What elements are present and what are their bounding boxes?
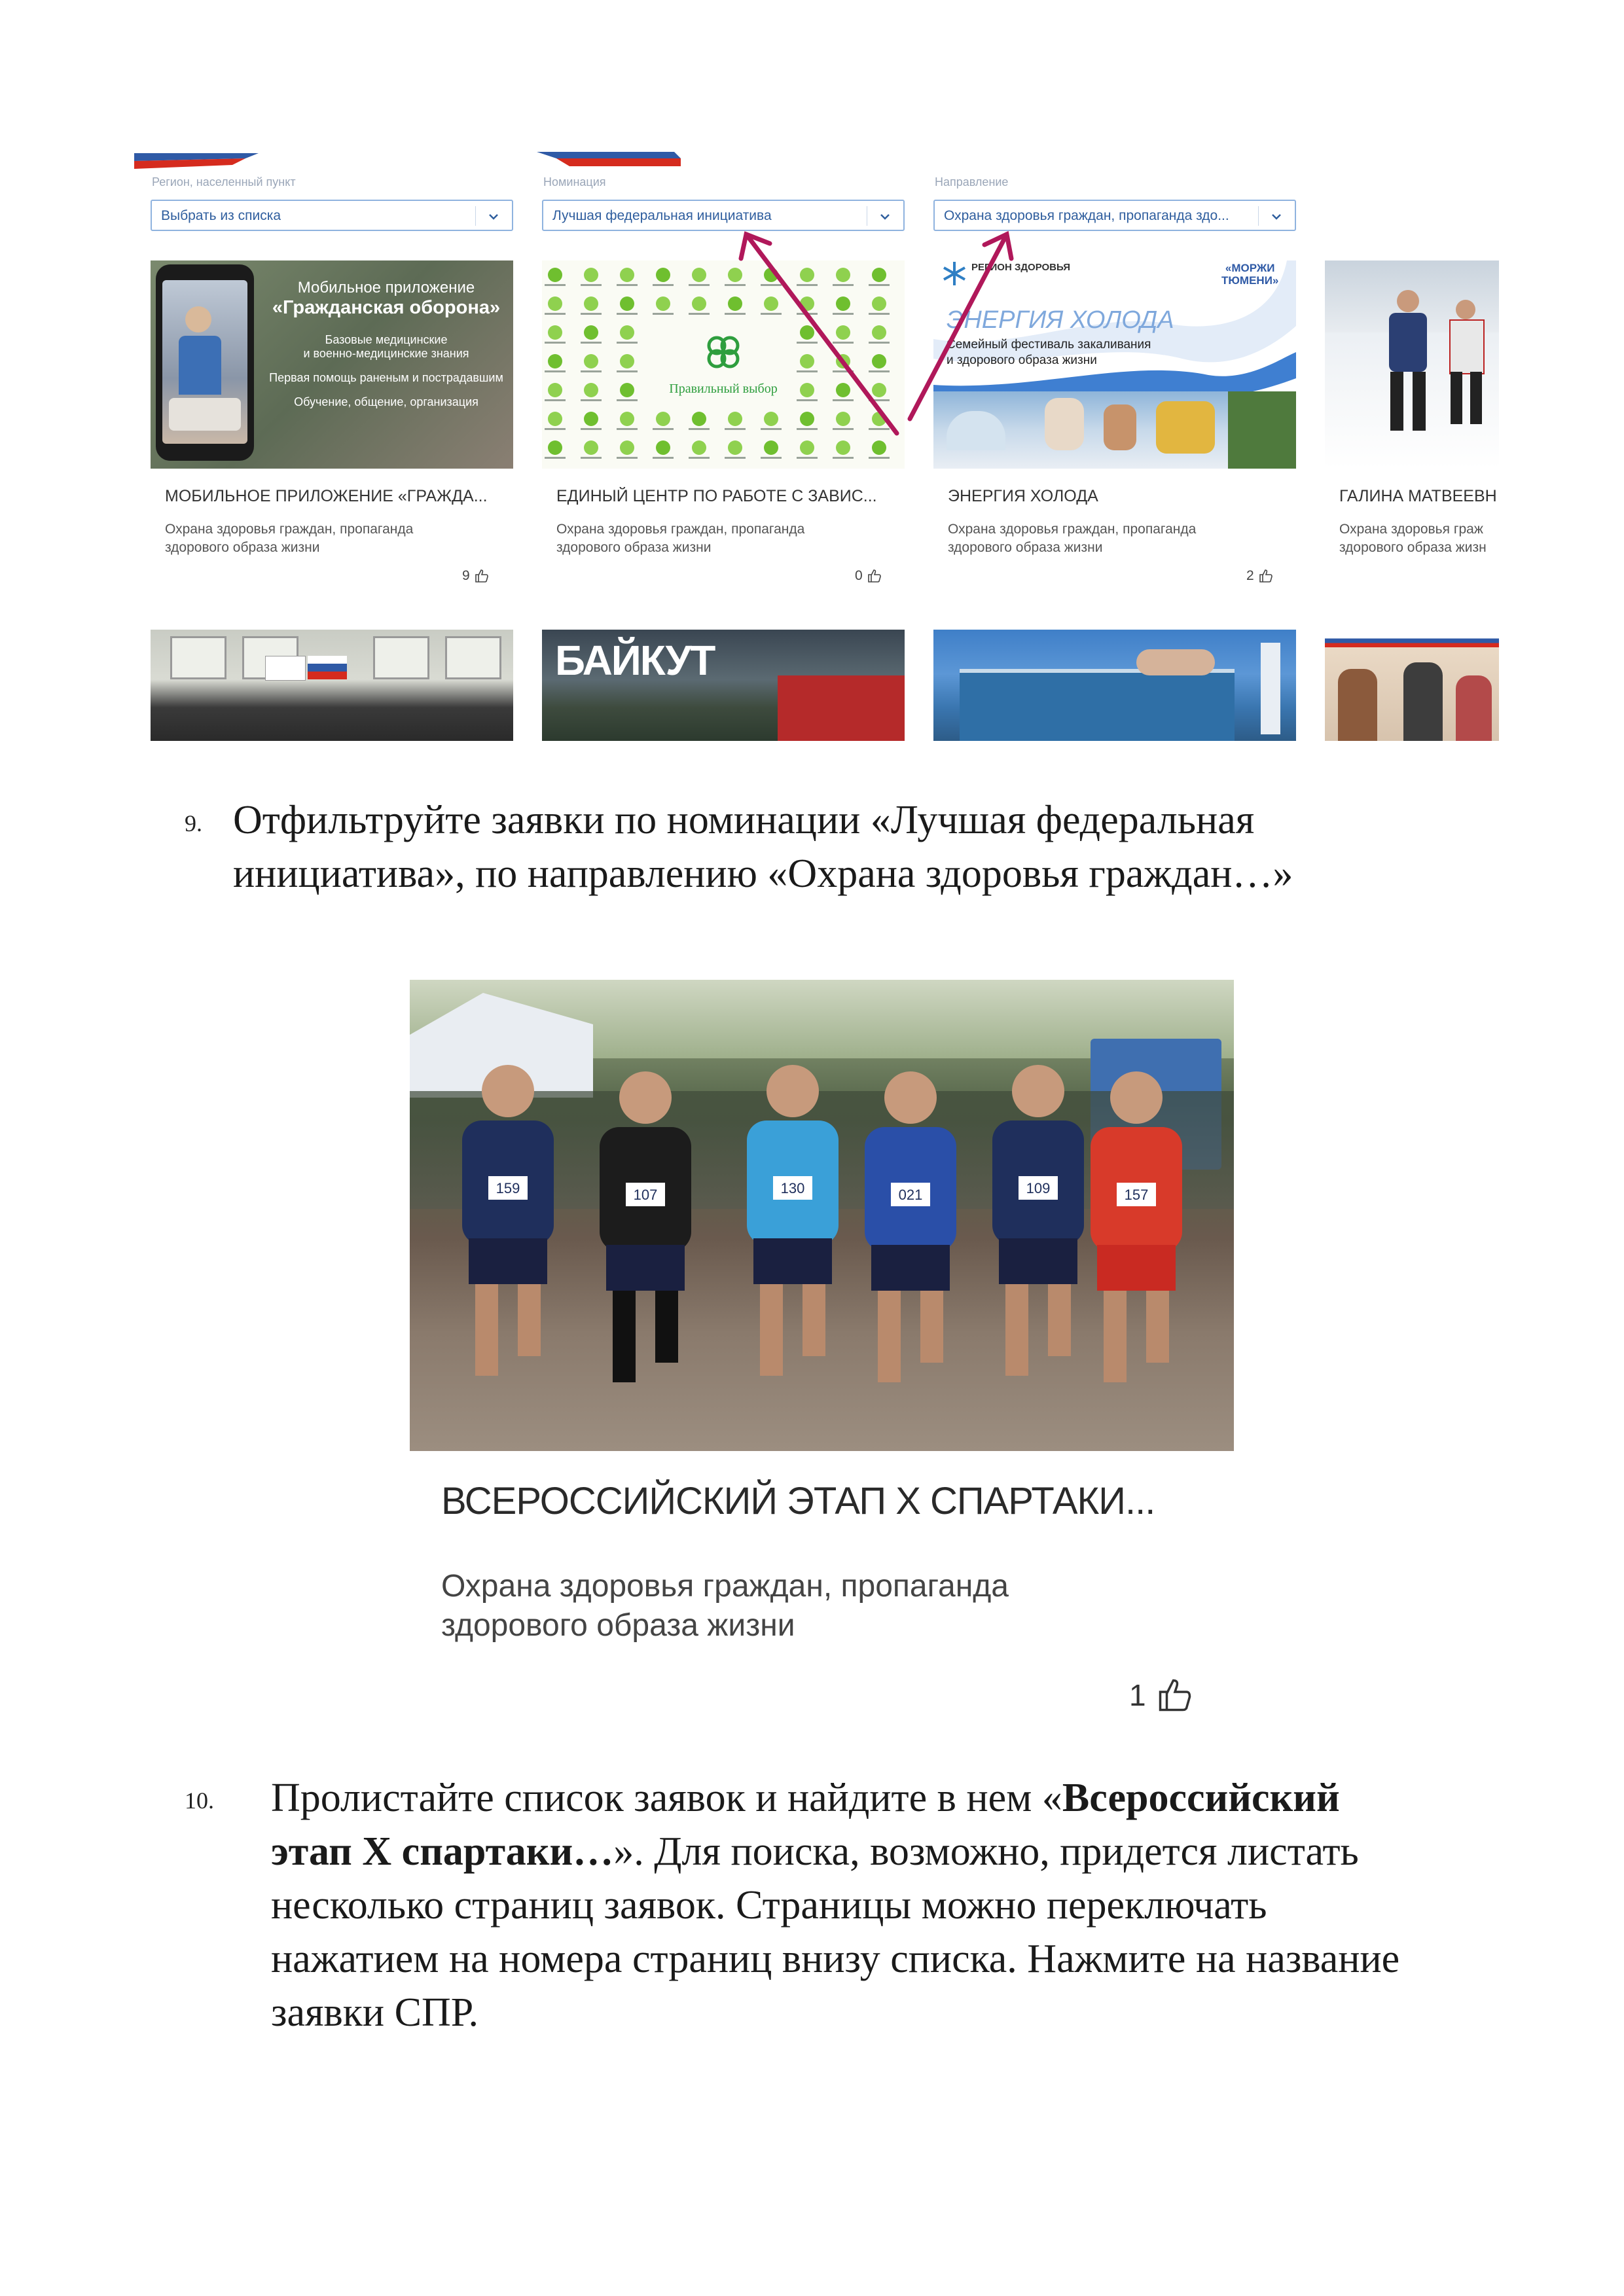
runner-bib-number: 107	[633, 1187, 658, 1203]
thumbs-up-icon	[1258, 568, 1274, 584]
step-number-10: 10.	[185, 1787, 214, 1814]
step-9-line1: Отфильтруйте заявки по номинации «Лучшая федеральная	[233, 798, 1255, 842]
card-direction	[165, 520, 512, 557]
card-direction-line1: Охрана здоровья граж	[1339, 522, 1483, 537]
big-card-title[interactable]: ВСЕРОССИЙСКИЙ ЭТАП Х СПАРТАКИ...	[441, 1480, 1155, 1522]
like-counter[interactable]	[1246, 568, 1274, 584]
like-counter[interactable]	[855, 568, 882, 584]
card-direction	[1339, 520, 1499, 557]
runner-bib-number: 159	[496, 1180, 520, 1196]
like-counter[interactable]	[462, 568, 490, 584]
thumbs-up-icon	[1155, 1676, 1195, 1715]
step-10-line2	[271, 1825, 1515, 1878]
runner-bib-number: 157	[1124, 1187, 1149, 1203]
runners-group	[410, 980, 1234, 1451]
big-card-direction-line1: Охрана здоровья граждан, пропаганда	[441, 1569, 1009, 1604]
step-10-line1-bold: Всероссийский	[1062, 1776, 1340, 1820]
festival-line2: и здорового образа жизни	[947, 353, 1097, 367]
card-direction-line1: Охрана здоровья граждан, пропаганда	[948, 522, 1197, 537]
step-10-line2-bold: этап Х спартаки…	[271, 1829, 614, 1874]
filter-label-region: Регион, населенный пункт	[152, 175, 296, 188]
app-subtitle: Мобильное приложение	[297, 279, 475, 296]
direction-select-value: Охрана здоровья граждан, пропаганда здо...	[944, 208, 1229, 223]
filter-label-direction: Направление	[935, 175, 1009, 188]
runner-bib-number: 130	[780, 1180, 805, 1196]
app-line3: Базовые медицинские	[325, 333, 448, 346]
step-10-text	[271, 1771, 1515, 2039]
like-count: 9	[462, 568, 470, 583]
walruses-line2: ТЮМЕНИ»	[1221, 274, 1279, 287]
card-direction-line2: здорового образа жизн	[1339, 540, 1487, 555]
app-line5: Первая помощь раненым и пострадавшим	[269, 371, 503, 384]
walruses-line1: «МОРЖИ	[1225, 262, 1275, 274]
step-10-line1	[271, 1771, 1515, 1825]
card-direction-line2: здорового образа жизни	[948, 540, 1103, 555]
card-image-baykut[interactable]	[542, 630, 905, 741]
card-title[interactable]: ГАЛИНА МАТВЕЕВН	[1339, 487, 1497, 505]
card-direction-line2: здорового образа жизни	[556, 540, 712, 555]
app-line6: Обучение, общение, организация	[294, 395, 478, 408]
card-direction-line1: Охрана здоровья граждан, пропаганда	[556, 522, 805, 537]
card-image-winter-festival[interactable]	[933, 630, 1296, 741]
region-select-value: Выбрать из списка	[161, 208, 281, 223]
app-line4: и военно-медицинские знания	[303, 347, 469, 360]
runner-bib-number: 109	[1026, 1180, 1051, 1196]
card-direction-line1: Охрана здоровья граждан, пропаганда	[165, 522, 414, 537]
card-direction-line2: здорового образа жизни	[165, 540, 320, 555]
step-10-line4: нажатием на номера страниц внизу списка. Нажмите на название	[271, 1937, 1400, 1981]
step-10-line1-pre: Пролистайте список заявок и найдите в нем «	[271, 1776, 1062, 1820]
thumbs-up-icon	[474, 568, 490, 584]
step-10-line2-post: ». Для поиска, возможно, придется листать	[613, 1829, 1359, 1874]
baykut-logo: БАЙКУТ	[555, 637, 715, 684]
card-direction	[556, 520, 903, 557]
big-card-direction	[441, 1567, 1009, 1645]
step-9-line2: инициатива», по направлению «Охрана здоровья граждан…»	[233, 852, 1293, 896]
right-choice-label: Правильный выбор	[647, 382, 800, 397]
thumbs-up-icon	[867, 568, 882, 584]
energy-of-cold-title: ЭНЕРГИЯ ХОЛОДА	[947, 306, 1174, 334]
card-image-ceremony[interactable]	[1325, 630, 1499, 741]
step-9-text	[233, 793, 1477, 901]
card-title[interactable]: ЕДИНЫЙ ЦЕНТР ПО РАБОТЕ С ЗАВИС...	[556, 487, 877, 505]
big-card-like-counter[interactable]	[1129, 1676, 1195, 1715]
step-10-line3: несколько страниц заявок. Страницы можно переключать	[271, 1883, 1267, 1928]
russian-flag	[308, 656, 347, 679]
region-health-label: РЕГИОН ЗДОРОВЬЯ	[971, 262, 1071, 273]
filter-label-nomination: Номинация	[543, 175, 606, 188]
card-title[interactable]: МОБИЛЬНОЕ ПРИЛОЖЕНИЕ «ГРАЖДА...	[165, 487, 488, 505]
app-title: «Гражданская оборона»	[272, 297, 501, 318]
like-count: 1	[1129, 1678, 1146, 1712]
big-card-direction-line2: здорового образа жизни	[441, 1608, 795, 1643]
big-card-photo[interactable]	[410, 980, 1234, 1451]
nomination-select-value: Лучшая федеральная инициатива	[552, 208, 772, 223]
festival-line1: Семейный фестиваль закаливания	[947, 338, 1151, 351]
step-number-9: 9.	[185, 810, 202, 836]
like-count: 2	[1246, 568, 1254, 583]
card-direction	[948, 520, 1295, 557]
card-image-gym-team[interactable]	[151, 630, 513, 741]
card-title[interactable]: ЭНЕРГИЯ ХОЛОДА	[948, 487, 1098, 505]
step-10-line5: заявки СПР.	[271, 1990, 478, 2035]
runner-bib-number: 021	[898, 1187, 923, 1203]
like-count: 0	[855, 568, 863, 583]
